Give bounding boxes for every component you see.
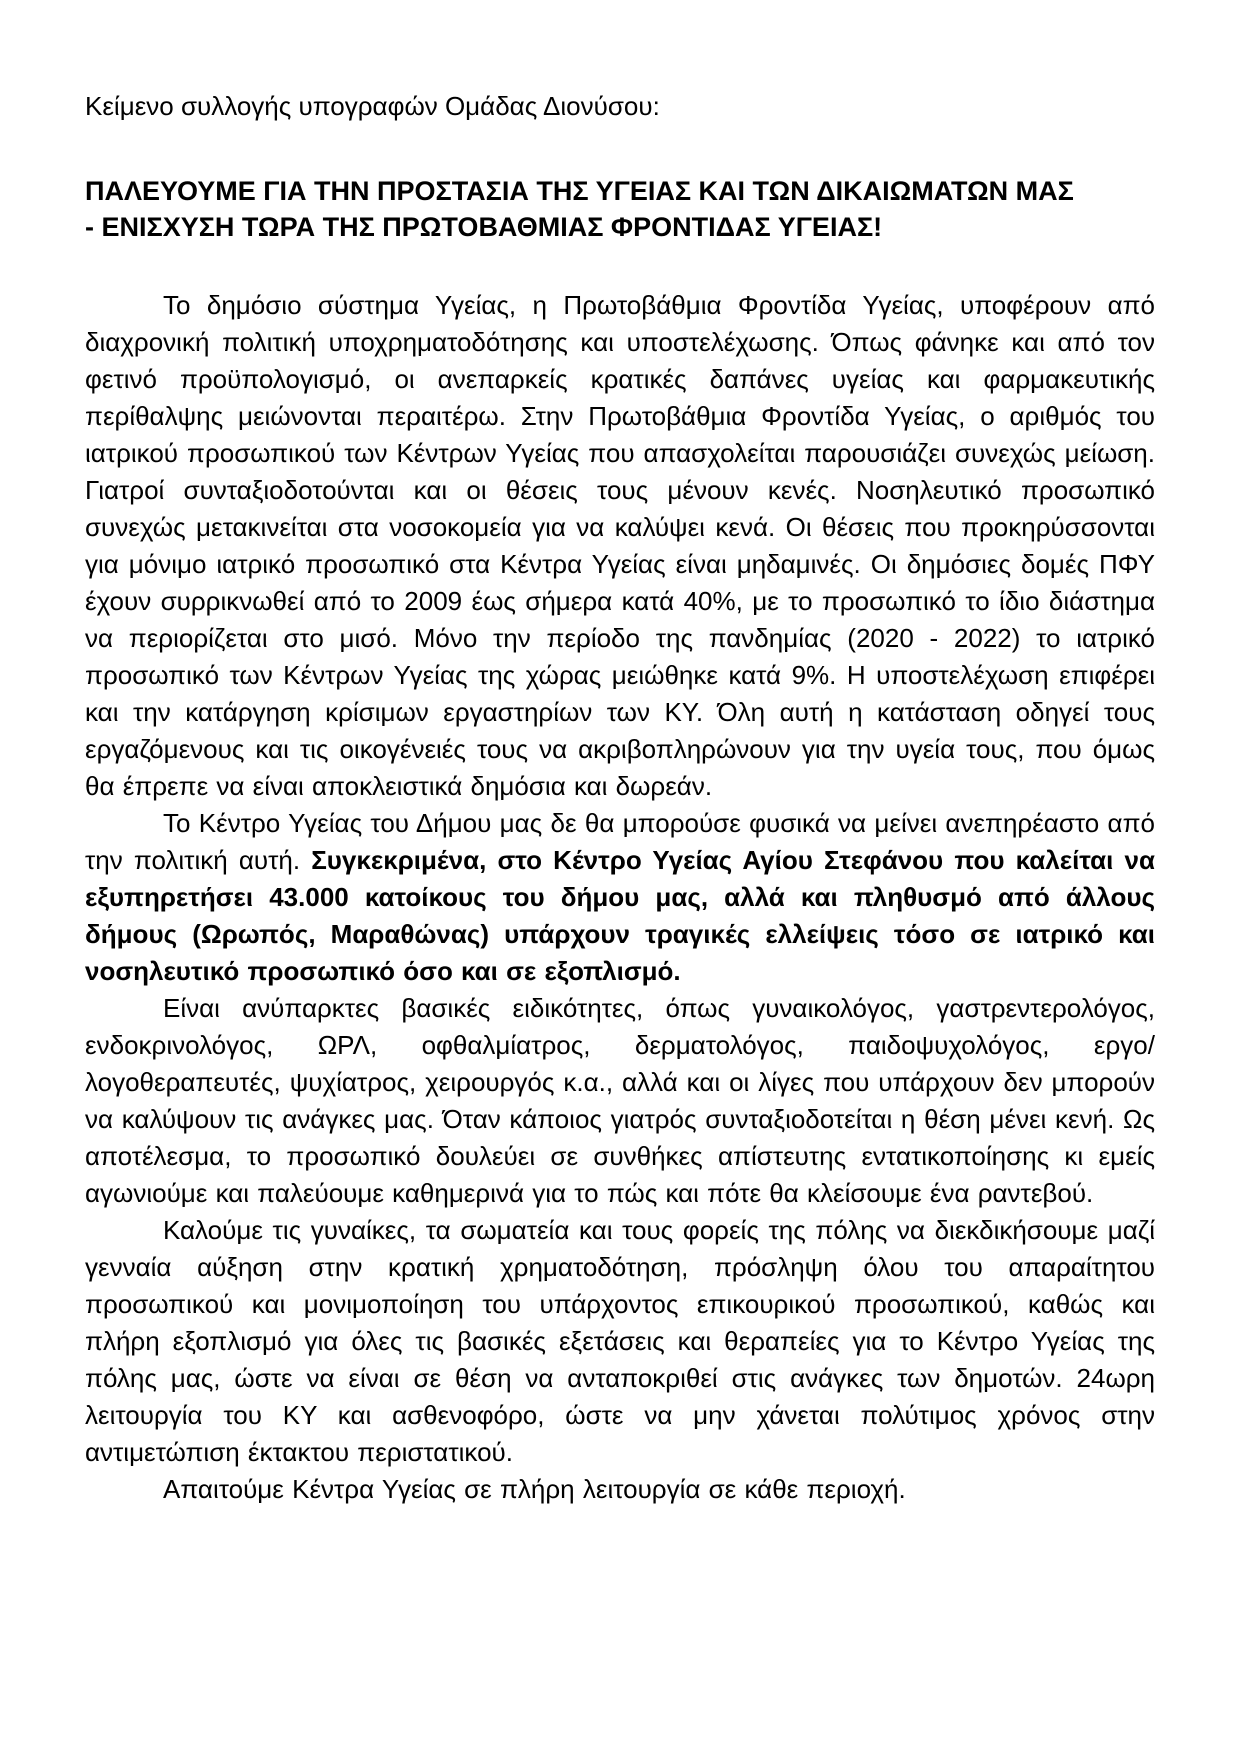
intro-line: Κείμενο συλλογής υπογραφών Ομάδας Διονύσου: bbox=[85, 91, 660, 121]
paragraph-missing-specialties bbox=[85, 990, 1155, 1212]
paragraph-1-text: Το δημόσιο σύστημα Υγείας, η Πρωτοβάθμια Φροντίδα Υγείας, υποφέρουν από διαχρονική πολιτική υποχρηματοδότησης και υποστελέχωσης. Όπως φάνηκε και από τον φετινό προϋπολογισμό, οι ανεπαρκείς κρατικές δαπάνες υγείας και φαρμακευτικής περίθαλψης μειώνονται περαιτέρω. Στην Πρωτοβάθμια Φροντίδα Υγείας, ο αριθμός του ιατρικού προσωπικού των Κέντρων Υγείας που απασχολείται παρουσιάζει συνεχώς μείωση. Γιατροί συνταξιοδοτούνται και οι θέσεις τους μένουν κενές. Νοσηλευτικό προσωπικό συνεχώς μετακινείται στα νοσοκομεία για να καλύψει κενά. Οι θέσεις που προκηρύσσονται για μόνιμο ιατρικό προσωπικό στα Κέντρα Υγείας είναι μηδαμινές. Οι δημόσιες δομές ΠΦΥ έχουν συρρικνωθεί από το 2009 έως σήμερα κατά 40%, με το προσωπικό το ίδιο διάστημα να περιορίζεται στο μισό. Μόνο την περίοδο της πανδημίας (2020 - 2022) το ιατρικό προσωπικό των Κέντρων Υγείας της χώρας μειώθηκε κατά 9%. Η υποστελέχωση επιφέρει και την κατάργηση κρίσιμων εργαστηρίων των ΚΥ. Όλη αυτή η κατάσταση οδηγεί τους εργαζόμενους και τις οικογένειές τους να ακριβοπληρώνουν για την υγεία τους, που όμως θα έπρεπε να είναι αποκλειστικά δημόσια και δωρεάν. bbox=[85, 290, 1155, 801]
paragraph-health-system-underfunding bbox=[85, 287, 1155, 805]
document-title-line-2: - ΕΝΙΣΧΥΣΗ ΤΩΡΑ ΤΗΣ ΠΡΩΤΟΒΑΘΜΙΑΣ ΦΡΟΝΤΙΔΑΣ ΥΓΕΙΑΣ! bbox=[85, 212, 883, 242]
paragraph-5-text: Απαιτούμε Κέντρα Υγείας σε πλήρη λειτουργία σε κάθε περιοχή. bbox=[163, 1474, 906, 1504]
paragraph-4-text: Καλούμε τις γυναίκες, τα σωματεία και τους φορείς της πόλης να διεκδικήσουμε μαζί γενναία αύξηση στην κρατική χρηματοδότηση, πρόσληψη όλου του απαραίτητου προσωπικού και μονιμοποίηση του υπάρχοντος επικουρικού προσωπικού, καθώς και πλήρη εξοπλισμό για όλες τις βασικές εξετάσεις και θεραπείες για το Κέντρο Υγείας της πόλης μας, ώστε να είναι σε θέση να ανταποκριθεί στις ανάγκες των δημοτών. 24ωρη λειτουργία του ΚΥ και ασθενοφόρο, ώστε να μην χάνεται πολύτιμος χρόνος στην αντιμετώπιση έκτακτου περιστατικού. bbox=[85, 1215, 1155, 1467]
document-title-line-1: ΠΑΛΕΥΟΥΜΕ ΓΙΑ ΤΗΝ ΠΡΟΣΤΑΣΙΑ ΤΗΣ ΥΓΕΙΑΣ ΚΑΙ ΤΩΝ ΔΙΚΑΙΩΜΑΤΩΝ ΜΑΣ bbox=[85, 176, 1074, 206]
paragraph-demand bbox=[85, 1471, 1155, 1508]
document-title bbox=[85, 173, 1155, 245]
paragraph-2-text-normal: Το Κέντρο Υγείας του Δήμου μας δε θα μπορούσε φυσικά να μείνει ανεπηρέαστο από την πολιτική αυτή. bbox=[85, 808, 1155, 875]
paragraph-local-health-center bbox=[85, 805, 1155, 990]
paragraph-3-text: Είναι ανύπαρκτες βασικές ειδικότητες, όπως γυναικολόγος, γαστρεντερολόγος, ενδοκρινολόγος, ΩΡΛ, οφθαλμίατρος, δερματολόγος, παιδοψυχολόγος, εργο/λογοθεραπευτές, ψυχίατρος, χειρουργός κ.α., αλλά και οι λίγες που υπάρχουν δεν μπορούν να καλύψουν τις ανάγκες μας. Όταν κάποιος γιατρός συνταξιοδοτείται η θέση μένει κενή. Ως αποτέλεσμα, το προσωπικό δουλεύει σε συνθήκες απίστευτης εντατικοποίησης κι εμείς αγωνιούμε και παλεύουμε καθημερινά για το πώς και πότε θα κλείσουμε ένα ραντεβού. bbox=[85, 993, 1155, 1208]
paragraph-2-text-bold: Συγκεκριμένα, στο Κέντρο Υγείας Αγίου Στεφάνου που καλείται να εξυπηρετήσει 43.000 κατοίκους του δήμου μας, αλλά και πληθυσμό από άλλους δήμους (Ωρωπός, Μαραθώνας) υπάρχουν τραγικές ελλείψεις τόσο σε ιατρικό και νοσηλευτικό προσωπικό όσο και σε εξοπλισμό. bbox=[85, 845, 1155, 986]
paragraph-call-to-action bbox=[85, 1212, 1155, 1471]
